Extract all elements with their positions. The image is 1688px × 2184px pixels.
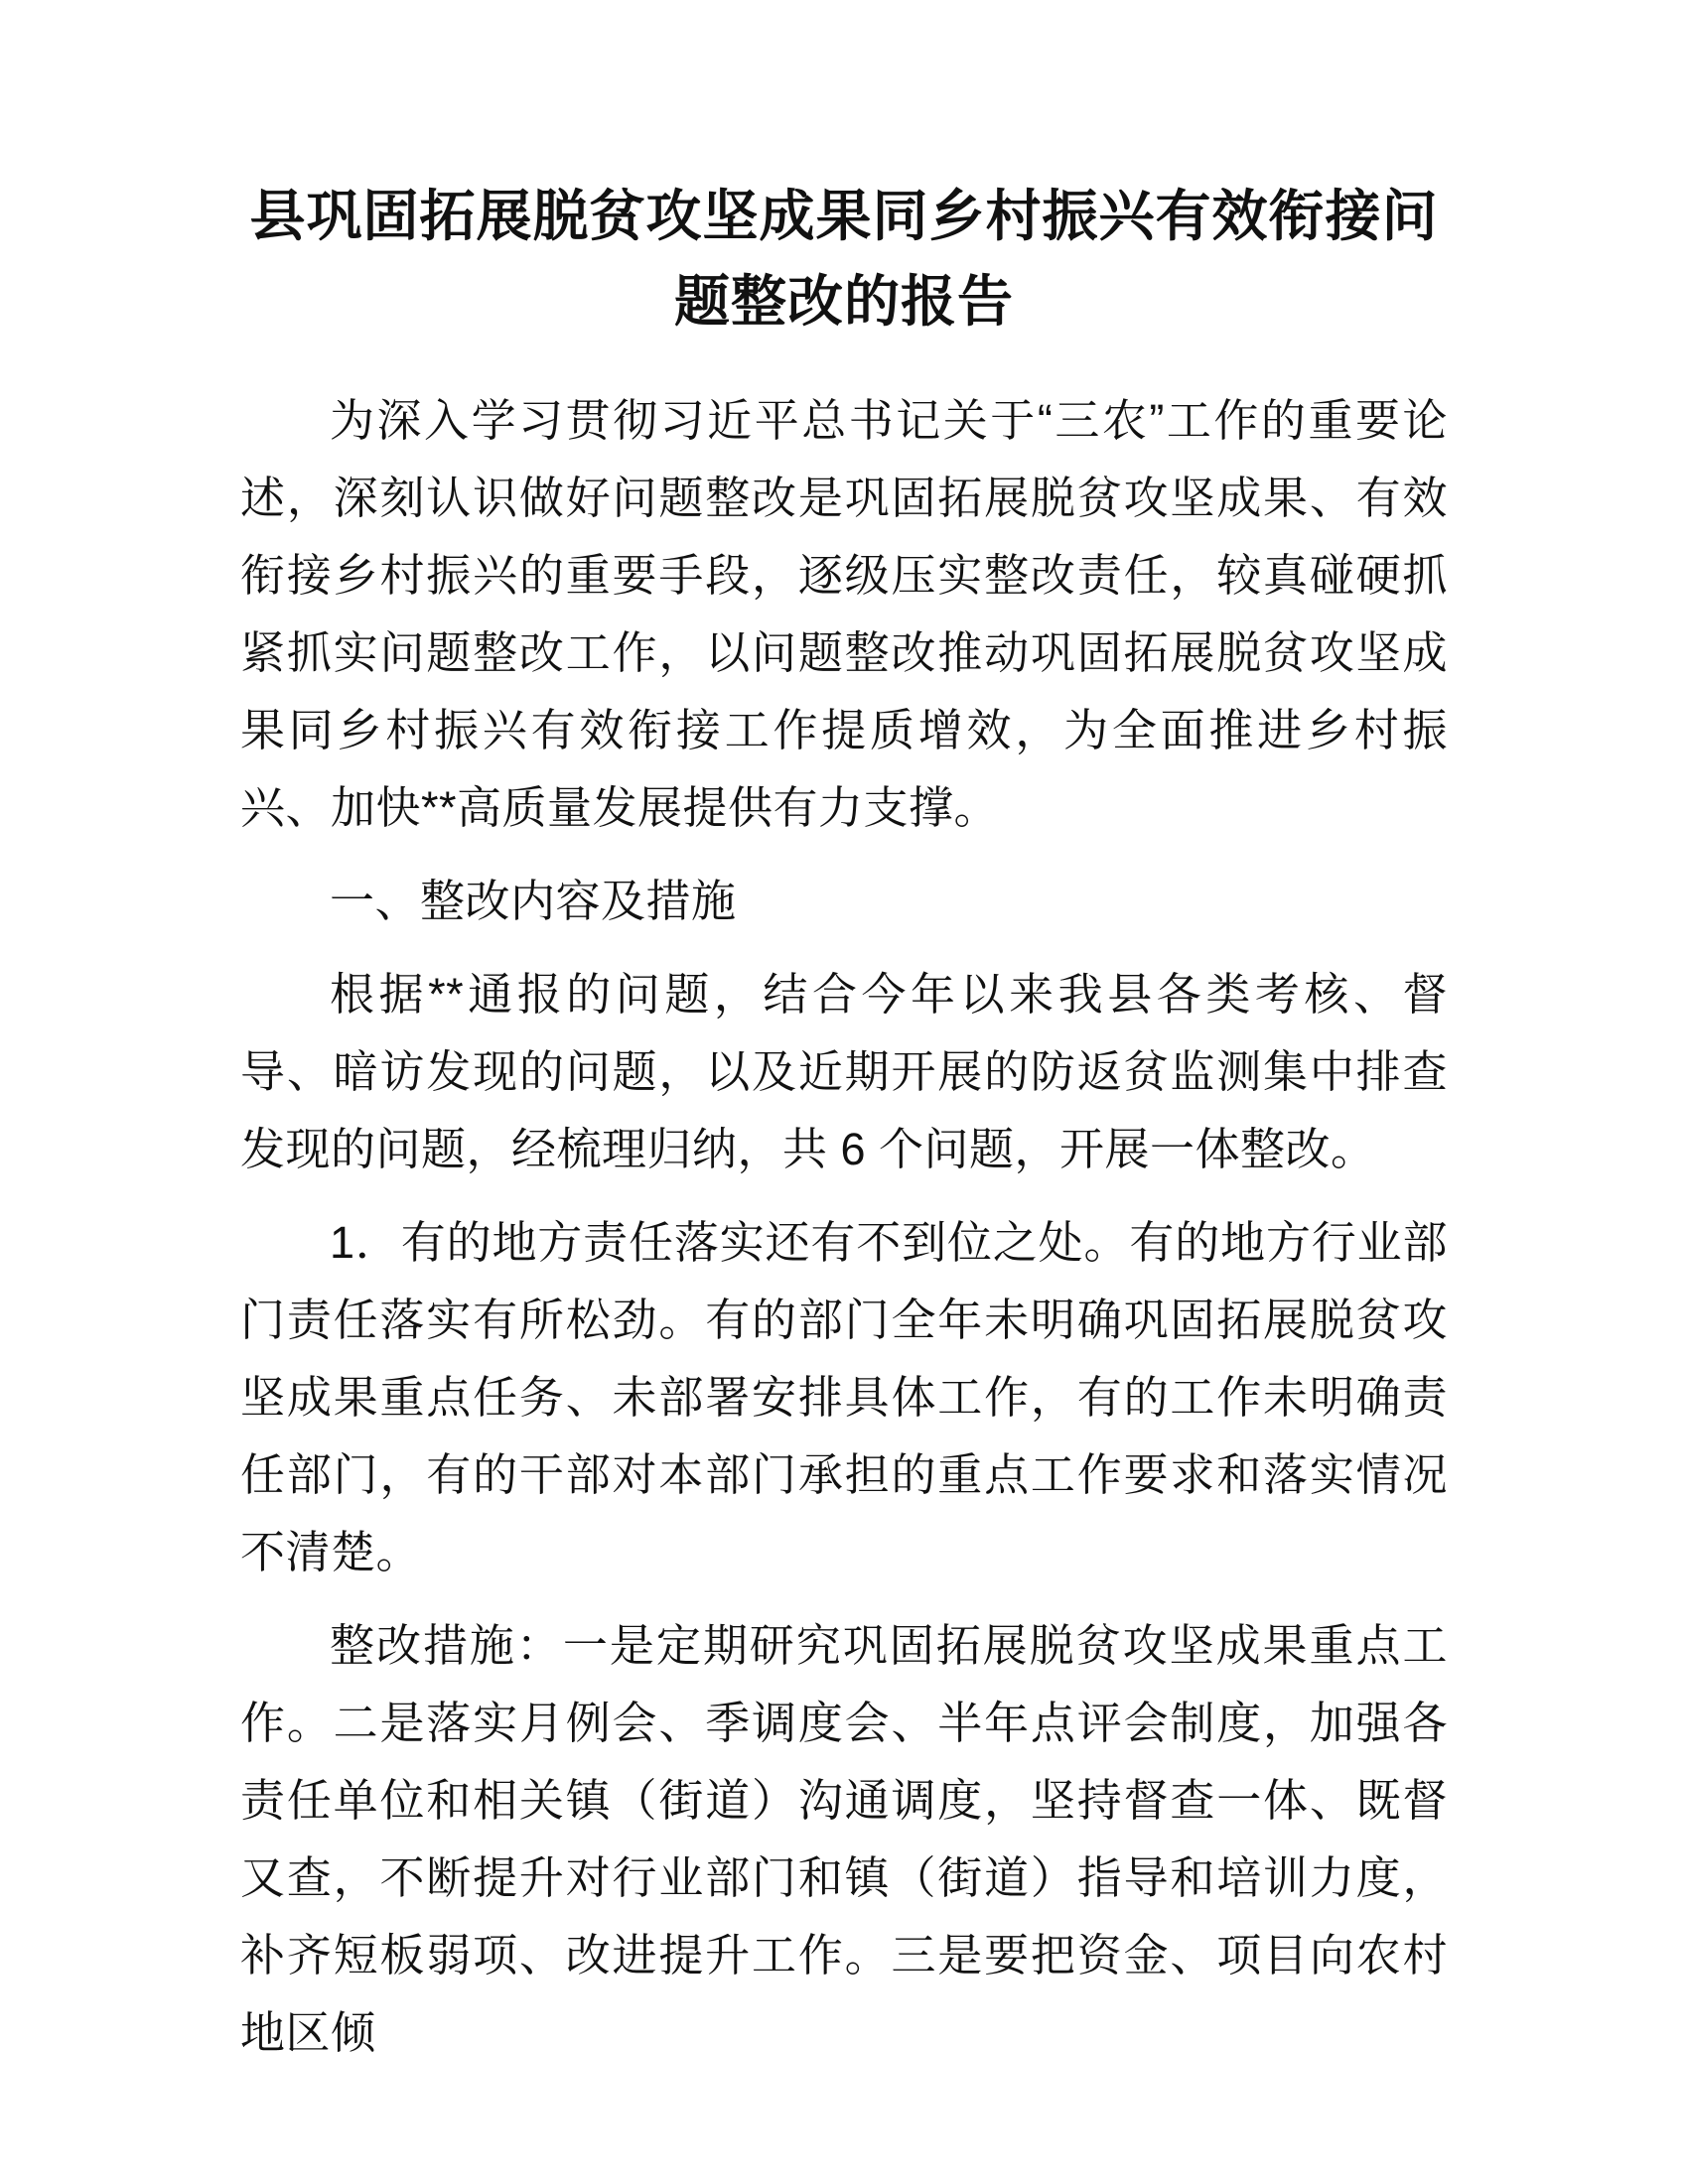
- paragraph-intro: 为深入学习贯彻习近平总书记关于“三农”工作的重要论述，深刻认识做好问题整改是巩固拓展脱贫攻坚成果、有效衔接乡村振兴的重要手段，逐级压实整改责任，较真碰硬抓紧抓实问题整改工作，以问题整改推动巩固拓展脱贫攻坚成果同乡村振兴有效衔接工作提质增效，为全面推进乡村振兴、加快**高质量发展提供有力支撑。: [240, 395, 1448, 833]
- paragraph-overview: 根据**通报的问题，结合今年以来我县各类考核、督导、暗访发现的问题，以及近期开展的防返贫监测集中排查发现的问题，经梳理归纳，共 6 个问题，开展一体整改。: [240, 969, 1448, 1174]
- paragraph-measures-1: 整改措施：一是定期研究巩固拓展脱贫攻坚成果重点工作。二是落实月例会、季调度会、半年点评会制度，加强各责任单位和相关镇（街道）沟通调度，坚持督查一体、既督又查，不断提升对行业部门和镇（街道）指导和培训力度，补齐短板弱项、改进提升工作。三是要把资金、项目向农村地区倾: [240, 1620, 1448, 2058]
- section-heading-1: 一、整改内容及措施: [330, 876, 737, 926]
- document-body: [240, 382, 1448, 2072]
- document-title: 县巩固拓展脱贫攻坚成果同乡村振兴有效衔接问题整改的报告: [249, 185, 1439, 333]
- paragraph-problem-1: 1．有的地方责任落实还有不到位之处。有的地方行业部门责任落实有所松劲。有的部门全年未明确巩固拓展脱贫攻坚成果重点任务、未部署安排具体工作，有的工作未明确责任部门，有的干部对本部门承担的重点工作要求和落实情况不清楚。: [240, 1217, 1448, 1577]
